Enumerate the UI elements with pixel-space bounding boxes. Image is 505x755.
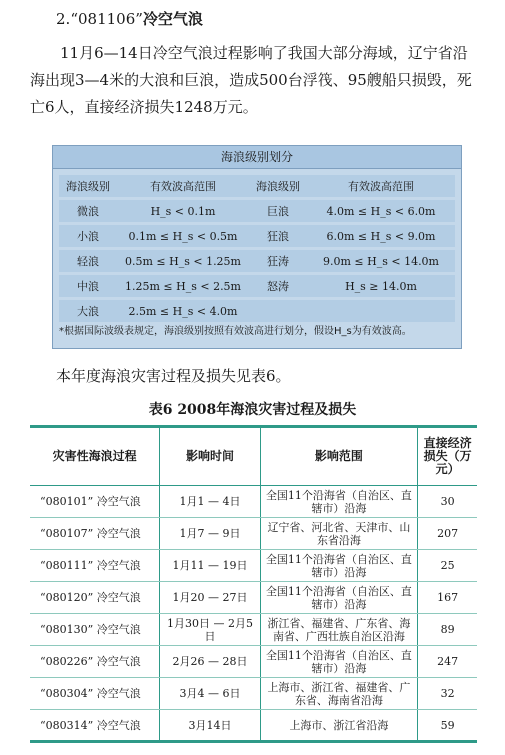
scope-cell: 全国11个沿海省（自治区、直辖市）沿海 <box>260 582 418 614</box>
time-cell: 1月20 — 27日 <box>160 582 260 614</box>
range-cell: 1.25m ≤ H_s < 2.5m <box>117 275 249 297</box>
time-cell: 3月14日 <box>160 710 260 742</box>
range-cell <box>307 300 455 322</box>
scope-cell: 全国11个沿海省（自治区、直辖市）沿海 <box>260 646 418 678</box>
table-row <box>30 646 477 678</box>
range-cell: 9.0m ≤ H_s < 14.0m <box>307 250 455 272</box>
time-cell: 1月1 — 4日 <box>160 486 260 518</box>
table-caption: 表6 2008年海浪灾害过程及损失 <box>148 402 357 418</box>
table-bottom-rule <box>30 740 477 743</box>
scope-cell: 上海市、浙江省沿海 <box>260 710 418 742</box>
scope-cell: 全国11个沿海省（自治区、直辖市）沿海 <box>260 486 418 518</box>
section-code: “081106” <box>70 10 143 28</box>
loss-cell: 59 <box>418 710 477 742</box>
body-paragraph: 11月6—14日冷空气浪过程影响了我国大部分海域，辽宁省沿海出现3—4米的大浪和巨浪，造成500台浮筏、95艘船只损毁，死亡6人，直接经济损失1248万元。 <box>30 44 472 116</box>
time-cell: 3月4 — 6日 <box>160 678 260 710</box>
scope-cell: 浙江省、福建省、广东省、海南省、广西壮族自治区沿海 <box>260 614 418 646</box>
range-cell: 6.0m ≤ H_s < 9.0m <box>307 225 455 247</box>
scope-cell: 全国11个沿海省（自治区、直辖市）沿海 <box>260 550 418 582</box>
process-cell: “080120” 冷空气浪 <box>30 582 160 614</box>
level-cell: 微浪 <box>59 200 117 222</box>
range-cell: H_s < 0.1m <box>117 200 249 222</box>
loss-cell: 89 <box>418 614 477 646</box>
wave-level-grid <box>59 172 455 325</box>
loss-cell: 30 <box>418 486 477 518</box>
scope-cell: 辽宁省、河北省、天津市、山东省沿海 <box>260 518 418 550</box>
process-cell: “080101” 冷空气浪 <box>30 486 160 518</box>
process-cell: “080107” 冷空气浪 <box>30 518 160 550</box>
range-cell: 0.1m ≤ H_s < 0.5m <box>117 225 249 247</box>
disaster-table <box>30 427 477 742</box>
section-number: 2. <box>56 10 71 28</box>
table-row <box>30 678 477 710</box>
loss-cell: 247 <box>418 646 477 678</box>
wave-level-title: 海浪级别划分 <box>53 146 461 169</box>
range-cell: 4.0m ≤ H_s < 6.0m <box>307 200 455 222</box>
table-row <box>30 710 477 742</box>
time-cell: 1月11 — 19日 <box>160 550 260 582</box>
section-heading <box>56 8 203 29</box>
table-row <box>30 582 477 614</box>
level-header: 海浪级别 <box>249 175 307 197</box>
process-cell: “080130” 冷空气浪 <box>30 614 160 646</box>
level-cell: 轻浪 <box>59 250 117 272</box>
level-header: 海浪级别 <box>59 175 117 197</box>
process-cell: “080314” 冷空气浪 <box>30 710 160 742</box>
table-row <box>30 550 477 582</box>
loss-cell: 32 <box>418 678 477 710</box>
level-cell: 小浪 <box>59 225 117 247</box>
time-cell: 2月26 — 28日 <box>160 646 260 678</box>
level-cell: 中浪 <box>59 275 117 297</box>
time-cell: 1月30日 — 2月5日 <box>160 614 260 646</box>
range-cell: 0.5m ≤ H_s < 1.25m <box>117 250 249 272</box>
level-cell <box>249 300 307 322</box>
process-cell: “080304” 冷空气浪 <box>30 678 160 710</box>
section-name: 冷空气浪 <box>142 10 203 28</box>
loss-header: 直接经济损失（万元） <box>418 427 477 486</box>
wave-level-box <box>52 145 462 349</box>
loss-cell: 207 <box>418 518 477 550</box>
table-reference-sentence: 本年度海浪灾害过程及损失见表6。 <box>56 367 291 385</box>
time-header: 影响时间 <box>160 427 260 486</box>
table-row <box>30 518 477 550</box>
process-cell: “080111” 冷空气浪 <box>30 550 160 582</box>
wave-level-note: *根据国际波级表规定，海浪级别按照有效波高进行划分，假设H_s为有效波高。 <box>59 326 412 337</box>
level-cell: 大浪 <box>59 300 117 322</box>
level-cell: 狂浪 <box>249 225 307 247</box>
range-cell: H_s ≥ 14.0m <box>307 275 455 297</box>
scope-header: 影响范围 <box>260 427 418 486</box>
scope-cell: 上海市、浙江省、福建省、广东省、海南省沿海 <box>260 678 418 710</box>
process-cell: “080226” 冷空气浪 <box>30 646 160 678</box>
table-row <box>30 614 477 646</box>
table-header-row <box>30 427 477 486</box>
time-cell: 1月7 — 9日 <box>160 518 260 550</box>
process-header: 灾害性海浪过程 <box>30 427 160 486</box>
loss-cell: 25 <box>418 550 477 582</box>
range-header: 有效波高范围 <box>307 175 455 197</box>
table-row <box>30 486 477 518</box>
range-cell: 2.5m ≤ H_s < 4.0m <box>117 300 249 322</box>
level-cell: 怒涛 <box>249 275 307 297</box>
range-header: 有效波高范围 <box>117 175 249 197</box>
level-cell: 狂涛 <box>249 250 307 272</box>
loss-cell: 167 <box>418 582 477 614</box>
level-cell: 巨浪 <box>249 200 307 222</box>
